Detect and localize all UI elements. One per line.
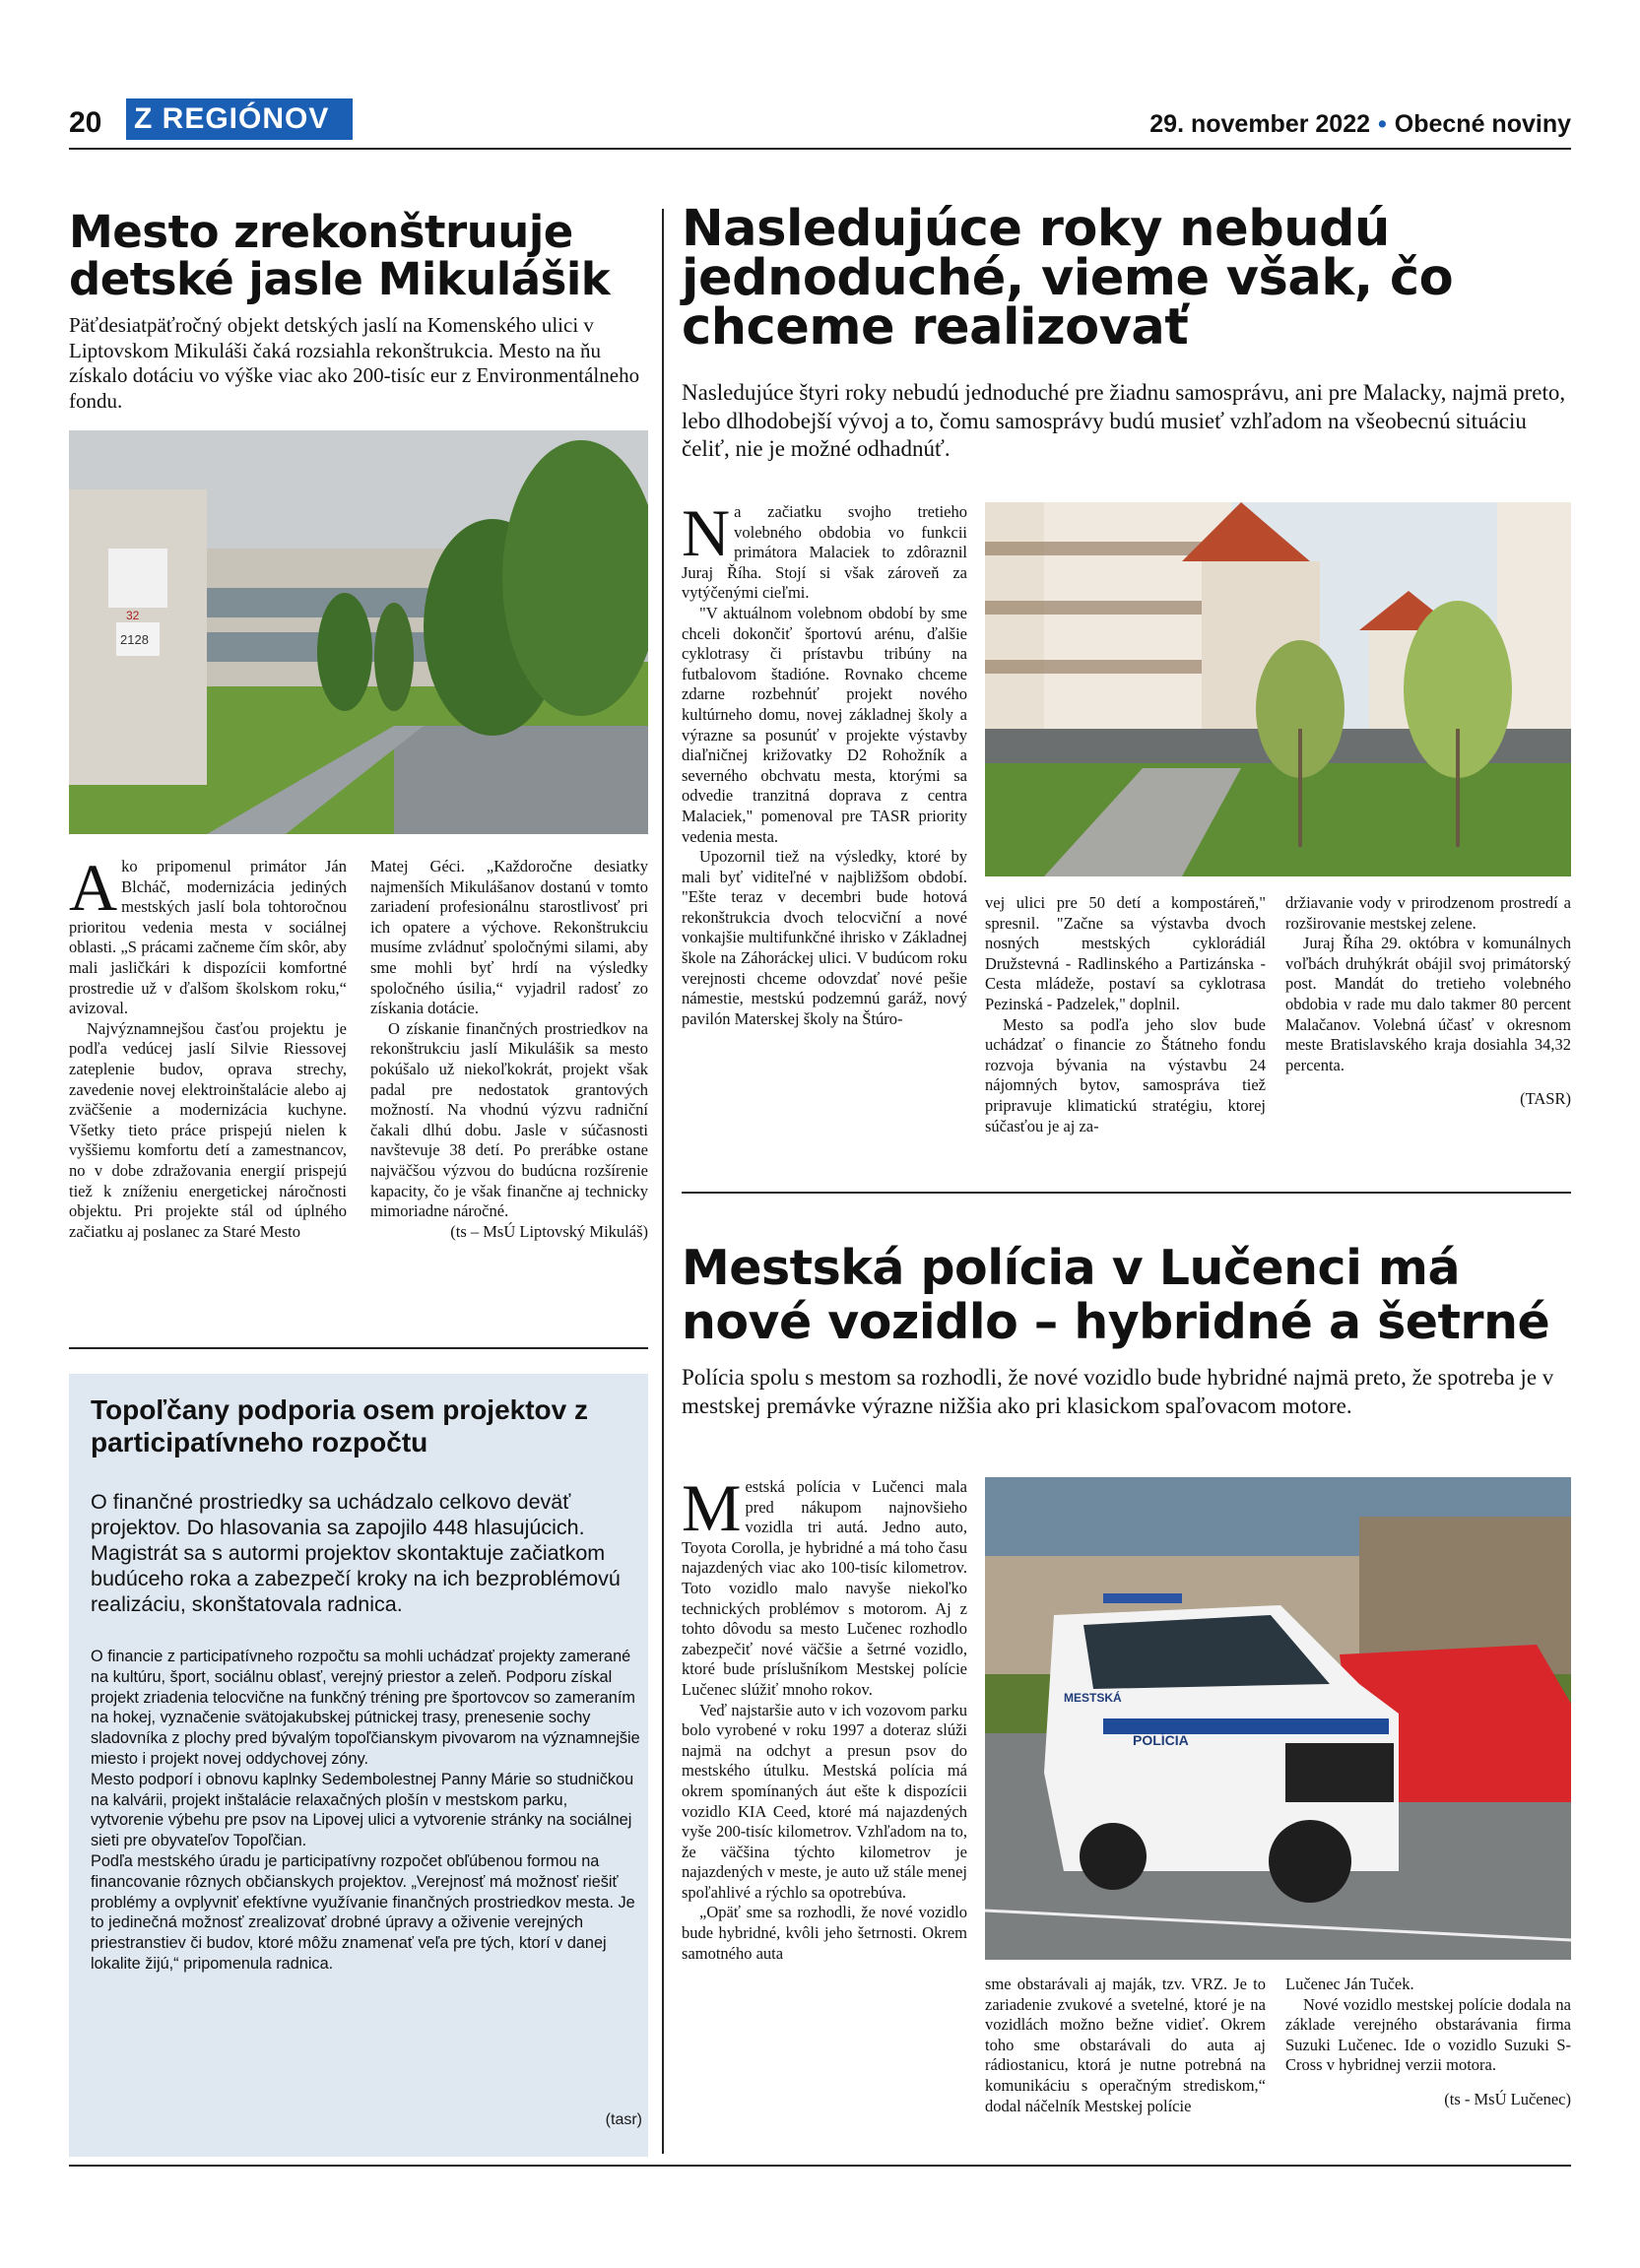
article2-col1-p2: "V aktuálnom volebnom období by sme chceli dokončiť športovú arénu, ďalšie cyklotrasy či prístavbu tribúny na futbalovom štadióne. Rovnako chceme zdarne rozbehnúť projekt nového kultúrneho domu, novej základnej školy a výrazne sa posunúť v projekte výstavby diaľničnej križovatky D2 Rohožník a severného obchvatu mesta, ktorými sa odvedie tranzitná doprava z centra Malaciek," pomenoval pre TASR priority vedenia mesta. [682,603,967,846]
article3-column-3 [1285,1975,1571,2110]
publication-name: Obecné noviny [1394,110,1571,138]
box-paragraph-1: O financie z participatívneho rozpočtu sa mohli uchádzať projekty zamerané na kultúru, šport, sociálnu oblasť, verejný priestor a zeleň. Podporu získal projekt zriadenia telocvične na funkčný tréning pre športovcov so zameraním na hokej, vyznačenie svätojakubskej pútnickej trasy, prenesenie sochy sladovníka z plochy pred bývalým topoľčianskym pivovarom na významnejšie miesto i projekt novej oddychovej zóny. [91,1648,640,1768]
header-rule [69,148,1571,150]
article3-column-1 [682,1470,967,1964]
article1-signature: (ts – MsÚ Liptovský Mikuláš) [450,1221,648,1241]
article2-lead: Nasledujúce štyri roky nebudú jednoduché pre žiadnu samosprávu, ani pre Malacky, najmä preto, lebo dlhodobejší vývoj a to, čomu samosprávy budú musieť vzhľadom na všeobecnú situáciu čeliť, nie je možné odhadnúť. [682,380,1566,461]
article2-title: Nasledujúce roky nebudú jednoduché, vieme však, čo chceme realizovať [682,200,1454,356]
article2-bottom-rule [682,1192,1571,1194]
article1-col1-p1: ko pripomenul primátor Ján Blcháč, modernizácia jediných mestských jaslí bola tohtoročnou prioritou vedenia mesta v sociálnej oblasti. „S prácami začneme čím skôr, aby mali jasličkári k dispozícii komfortné prostredie už v ďalšom školskom roku,“ avizoval. [69,857,347,1018]
article3-col2-p1: sme obstarávali aj maják, tzv. VRZ. Je to zariadenie zvukové a svetelné, ktoré je na vozidlách možno bežne vidieť. Okrem toho sme obstarávali do auta aj rádiostanicu, ktorá je nutne potrebná na komunikáciu s operačným strediskom,“ dodal náčelník Mestskej polície [985,1975,1266,2115]
article1-photo [69,430,648,834]
article3-dropcap: M [682,1470,742,1545]
article2-col1-p3: Upozornil tiež na výsledky, ktoré by mali byť viditeľné v najbližšom období. "Ešte teraz v decembri bude hotová rekonštrukcia dvoch telocviční a nové vonkajšie multifunkčné ihrisko v Základnej škole na Záhoráckej ulici. V budúcom roku verejnosti chceme odovzdať nové pešie námestie, mestskú podzemnú garáž, nový pavilón Materskej školy na Štúro- [682,847,967,1028]
article3-col1-p3: „Opäť sme sa rozhodli, že nové vozidlo bude hybridné, kvôli jeho šetrnosti. Okrem samotného auta [682,1903,967,1963]
article1-col2-p2: O získanie finančných prostriedkov na rekonštrukciu jaslí Mikulášik sa mesto pokúšalo už niekoľkokrát, projekt však padal pre nedostatok grantových možností. Na vhodnú výzvu radniční čakali dlhú dobu. Jasle v súčasnosti navštevuje 38 detí. Po prerábke ostane najväčšou výzvou do budúcna rozšírenie kapacity, čo je však finančne aj technicky mimoriadne náročné. [370,1018,648,1221]
article2-col3-p1: držiavanie vody v prirodzenom prostredí a rozširovanie mestskej zelene. [1285,893,1571,933]
section-tag: Z REGIÓNOV [126,98,353,140]
car-label-2: POLÍCIA [1133,1732,1189,1748]
article1-col1-p2: Najvýznamnejšou časťou projektu je podľa vedúcej jaslí Silvie Riessovej zateplenie budov, oprava strechy, zavedenie novej elektroinštalácie alebo aj zväčšenie a modernizácia kuchyne. Všetky tieto práce prispejú nielen k vyššiemu komfortu detí a zamestnancov, no v dobe zdražovania energií prispejú tiež k zníženiu energetickej náročnosti objektu. Pri projekte stál od úplného začiatku aj poslanec za Staré Mesto [69,1018,347,1241]
article3-col1-p2: Veď najstaršie auto v ich vozovom parku bolo vyrobené v roku 1997 a doteraz slúži najmä na odchyt a presun psov do mestského útulku. Mestská polícia má okrem spomínaných áut ešte k dispozícii vozidlo KIA Ceed, ktoré má najazdených vyše 200-tisíc kilometrov. Vzhľadom na to, že väčšina týchto kilometrov je najazdených v meste, je auto už stále menej spoľahlivé a rýchlo sa opotrebúva. [682,1700,967,1902]
column-divider [662,209,664,2154]
article3-signature: (ts - MsÚ Lučenec) [1444,2089,1571,2108]
article3-col1-p1: estská polícia v Lučenci mala pred nákupom najnovšieho vozidla tri autá. Jedno auto, Toyota Corolla, je hybridné a má toho času najazdených viac ako 100-tisíc kilometrov. Toto vozidlo malo navyše niekoľko technických problémov s motorom. Aj z tohto dôvodu sa mesto Lučenec rozhodlo zabezpečiť nové väčšie a šetrné vozidlo, ktoré bude príslušníkom Mestskej polície Lučenec slúžiť mnoho rokov. [682,1477,967,1699]
article3-lead: Polícia spolu s mestom sa rozhodli, že nové vozidlo bude hybridné najmä preto, že spotreba je v mestskej premávke výrazne nižšia ako pri klasickom spaľovacom motore. [682,1365,1554,1418]
photo-sign-number: 2128 [120,632,149,647]
footer-rule [69,2165,1571,2167]
article2-col1-p1: a začiatku svojho tretieho volebného obdobia vo funkcii primátora Malaciek to zdôraznil Juraj Říha. Stojí si však zároveň za vytýčenými cieľmi. [682,502,967,603]
article2-column-3 [1285,893,1571,1110]
page-number: 20 [69,106,102,139]
box-lead: O finančné prostriedky sa uchádzalo celkovo deväť projektov. Do hlasovania sa zapojilo 448 hlasujúcich. Magistrát sa s autormi projektov skontaktuje začiatkom budúceho roka a zabezpečí kroky na ich bezproblémovú realizáciu, skonštatovala radnica. [91,1490,621,1616]
article1-col2-p1: Matej Géci. „Každoročne desiatky najmenších Mikulášanov dostanú v tomto zariadení profesionálnu starostlivosť pri ich opatere a výchove. Rekonštrukciu musíme zvládnuť spoločnými silami, aby sme mohli byť hrdí na výsledky spoločného úsilia,“ vyjadril radosť zo získania dotácie. [370,857,648,1018]
article2-col3-p2: Juraj Říha 29. októbra v komunálnych voľbách druhýkrát obájil svoj primátorský post. Mandát do tretieho volebného obdobia v rade mu dalo takmer 80 percent Malačanov. Volebná účasť v okresnom meste Bratislavského kraja dosiahla 34,32 percenta. [1285,934,1571,1074]
article2-dropcap: N [682,495,731,570]
issue-date: 29. november 2022 [1149,110,1371,138]
article3-title: Mestská polícia v Lučenci má nové vozidlo – hybridné a šetrné [682,1240,1550,1350]
photo-sign-number-2: 32 [126,609,140,622]
article3-col3-p1: Lučenec Ján Tuček. [1285,1975,1414,1993]
box-body [91,1647,642,1975]
article2-signature: (TASR) [1520,1089,1571,1109]
article3-column-2 [985,1975,1266,2116]
article3-col3-p2: Nové vozidlo mestskej polície dodala na základe verejného obstarávania firma Suzuki Lučenec. Ide o vozidlo Suzuki S-Cross v hybridnej verzii motora. [1285,1994,1571,2075]
article2-column-1 [682,495,967,1029]
box-signature: (tasr) [605,2111,642,2128]
article1-column-1 [69,850,347,1242]
article2-col2-p1: vej ulici pre 50 detí a kompostáreň," spresnil. "Začne sa výstavba dvoch nosných mestských cyklorádiál Družstevná - Radlinského a Partizánska - Cesta mládeže, postaví sa cyklotrasa Pezinská - Padzelek," doplnil. [985,893,1266,1013]
masthead-info [1149,110,1571,139]
box-paragraph-3: Podľa mestského úradu je participatívny rozpočet obľúbenou formou na financovanie rôznych občianskych projektov. „Verejnosť má možnosť riešiť problémy a ovplyvniť efektívne využívanie finančných prostriedkov mesta. Je to jedinečná možnosť zrealizovať drobné úpravy a oživenie verejných priestranstiev či budov, ktoré môžu znamenať veľa pre tých, ktorí v danej lokalite žijú,“ pripomenula radnica. [91,1851,635,1973]
article1-column-2 [370,857,648,1242]
box-paragraph-2: Mesto podporí i obnovu kaplnky Sedembolestnej Panny Márie so studničkou na kalvárii, projekt inštalácie relaxačných plošín v mestskom parku, vytvorenie výbehu pre psov na Lipovej ulici a vytvorenie stránky na sociálnej sieti pre obyvateľov Topoľčian. [91,1770,634,1850]
article1-dropcap: A [69,850,118,925]
article2-col2-p2: Mesto sa podľa jeho slov bude uchádzať o financie zo Štátneho fondu rozvoja bývania na výstavbu 24 nájomných bytov, samospráva tiež pripravuje klimatickú stratégiu, ktorej súčasťou je aj za- [985,1014,1266,1135]
separator-dot: • [1378,110,1387,138]
article1-bottom-rule [69,1347,648,1349]
article2-photo [985,502,1571,876]
article1-title: Mesto zrekonštruuje detské jasle Mikulášik [69,206,611,305]
article1-lead: Päťdesiatpäťročný objekt detských jaslí na Komenského ulici v Liptovskom Mikuláši čaká rozsiahla rekonštrukcia. Mesto na ňu získalo dotáciu vo výške viac ako 200-tisíc eur z Environmentálneho fondu. [69,313,640,413]
car-label-1: MESTSKÁ [1064,1691,1122,1705]
article3-photo [985,1477,1571,1960]
article2-column-2 [985,893,1266,1136]
box-title: Topoľčany podporia osem projektov z participatívneho rozpočtu [91,1394,588,1458]
